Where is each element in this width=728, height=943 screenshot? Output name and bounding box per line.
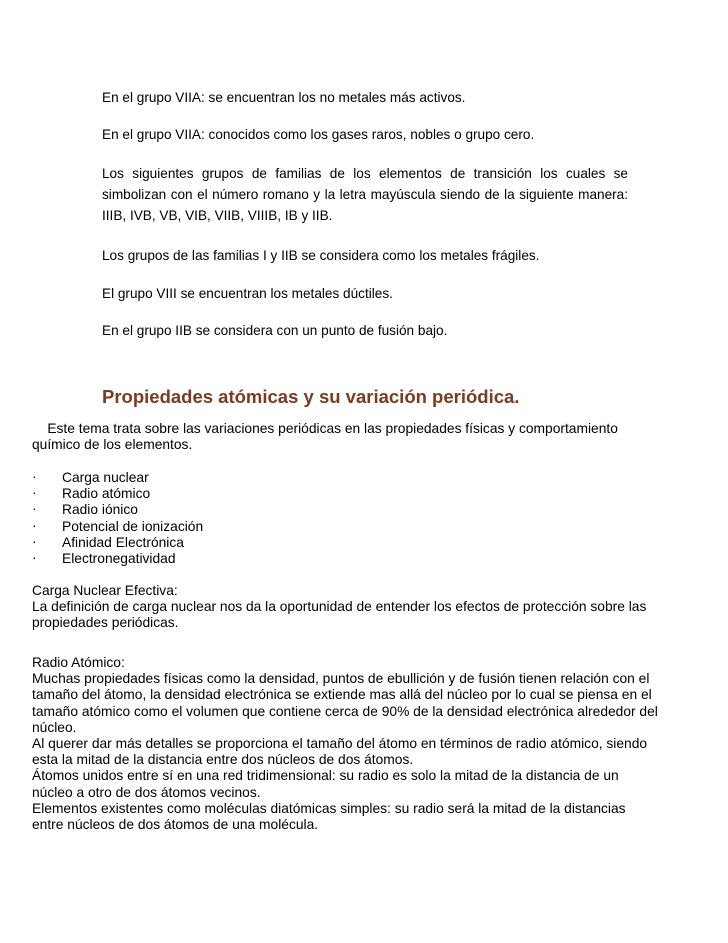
list-item-label: Radio iónico bbox=[62, 502, 138, 518]
radio-atomico-text: Muchas propiedades físicas como la densidad, puntos de ebullición y de fusión tienen relación con el bbox=[32, 671, 650, 687]
bullet-dot: · bbox=[32, 501, 37, 517]
bullet-dot: · bbox=[32, 533, 37, 549]
list-item-label: Radio atómico bbox=[62, 486, 151, 502]
intro-line: Este tema trata sobre las variaciones periódicas en las propiedades físicas y comportamiento bbox=[32, 421, 618, 436]
radio-atomico-text: tamaño del átomo, la densidad electrónica se extiende mas allá del núcleo por lo cual se piensa en el bbox=[32, 687, 652, 703]
list-item bbox=[32, 519, 203, 535]
radio-atomico-text: Átomos unidos entre sí en una red tridimensional: su radio es solo la mitad de la distancia de un bbox=[32, 768, 619, 784]
paragraph-transition-groups: Los siguientes grupos de familias de los elementos de transición los cuales se simbolizan con el número romano y la letra mayúscula siendo de la siguiente manera: IIIB, IVB, VB, VIB, VIIB, VIIIB, IB y IIB. bbox=[102, 166, 628, 223]
bullet-dot: · bbox=[32, 550, 37, 566]
bullet-dot: · bbox=[32, 517, 37, 533]
radio-atomico-text: núcleo a otro de dos átomos vecinos. bbox=[32, 784, 261, 800]
list-item-label: Electronegatividad bbox=[62, 551, 176, 567]
radio-atomico-text: Al querer dar más detalles se proporciona el tamaño del átomo en términos de radio atómico, siendo bbox=[32, 736, 648, 752]
bullet-dot: · bbox=[32, 485, 37, 501]
radio-atomico-text: esta la mitad de la distancia entre dos núcleos de dos átomos. bbox=[32, 752, 414, 768]
bullet-dot: · bbox=[32, 469, 37, 484]
list-item-label: Carga nuclear bbox=[62, 470, 149, 485]
radio-atomico-text: Elementos existentes como moléculas diatómicas simples: su radio será la mitad de la distancias bbox=[32, 800, 626, 816]
list-item-label: Afinidad Electrónica bbox=[62, 534, 184, 550]
list-item bbox=[32, 470, 203, 486]
paragraph-fragile-metals: Los grupos de las familias I y IIB se considera como los metales frágiles. bbox=[102, 248, 540, 263]
list-item bbox=[32, 535, 203, 551]
radio-atomico-text: entre núcleos de dos átomos de una molécula. bbox=[32, 817, 319, 833]
carga-nuclear-title: Carga Nuclear Efectiva: bbox=[32, 583, 178, 598]
section-heading: Propiedades atómicas y su variación periódica. bbox=[102, 386, 520, 407]
carga-nuclear-section bbox=[32, 583, 692, 632]
paragraph-ductile-metals: El grupo VIII se encuentran los metales dúctiles. bbox=[102, 286, 393, 301]
paragraph-group-viia-noble-gases: En el grupo VIIA: conocidos como los gases raros, nobles o grupo cero. bbox=[102, 127, 535, 142]
radio-atomico-title: Radio Atómico: bbox=[32, 655, 125, 670]
paragraph-group-viia-nonmetals: En el grupo VIIA: se encuentran los no metales más activos. bbox=[102, 90, 466, 105]
radio-atomico-section bbox=[32, 655, 692, 833]
radio-atomico-text: núcleo. bbox=[32, 719, 77, 735]
list-item bbox=[32, 486, 203, 502]
list-item bbox=[32, 502, 203, 518]
radio-atomico-text: tamaño atómico como el volumen que contiene cerca de 90% de la densidad electrónica alrededor del bbox=[32, 703, 658, 719]
list-item-label: Potencial de ionización bbox=[62, 518, 204, 534]
carga-nuclear-text: La definición de carga nuclear nos da la oportunidad de entender los efectos de protección sobre las bbox=[32, 599, 647, 615]
intro-line: químico de los elementos. bbox=[32, 437, 193, 453]
carga-nuclear-text: propiedades periódicas. bbox=[32, 615, 179, 631]
paragraph-low-melting-point: En el grupo IIB se considera con un punto de fusión bajo. bbox=[102, 323, 448, 338]
properties-list bbox=[32, 470, 203, 567]
list-item bbox=[32, 551, 203, 567]
section-intro bbox=[32, 421, 692, 453]
